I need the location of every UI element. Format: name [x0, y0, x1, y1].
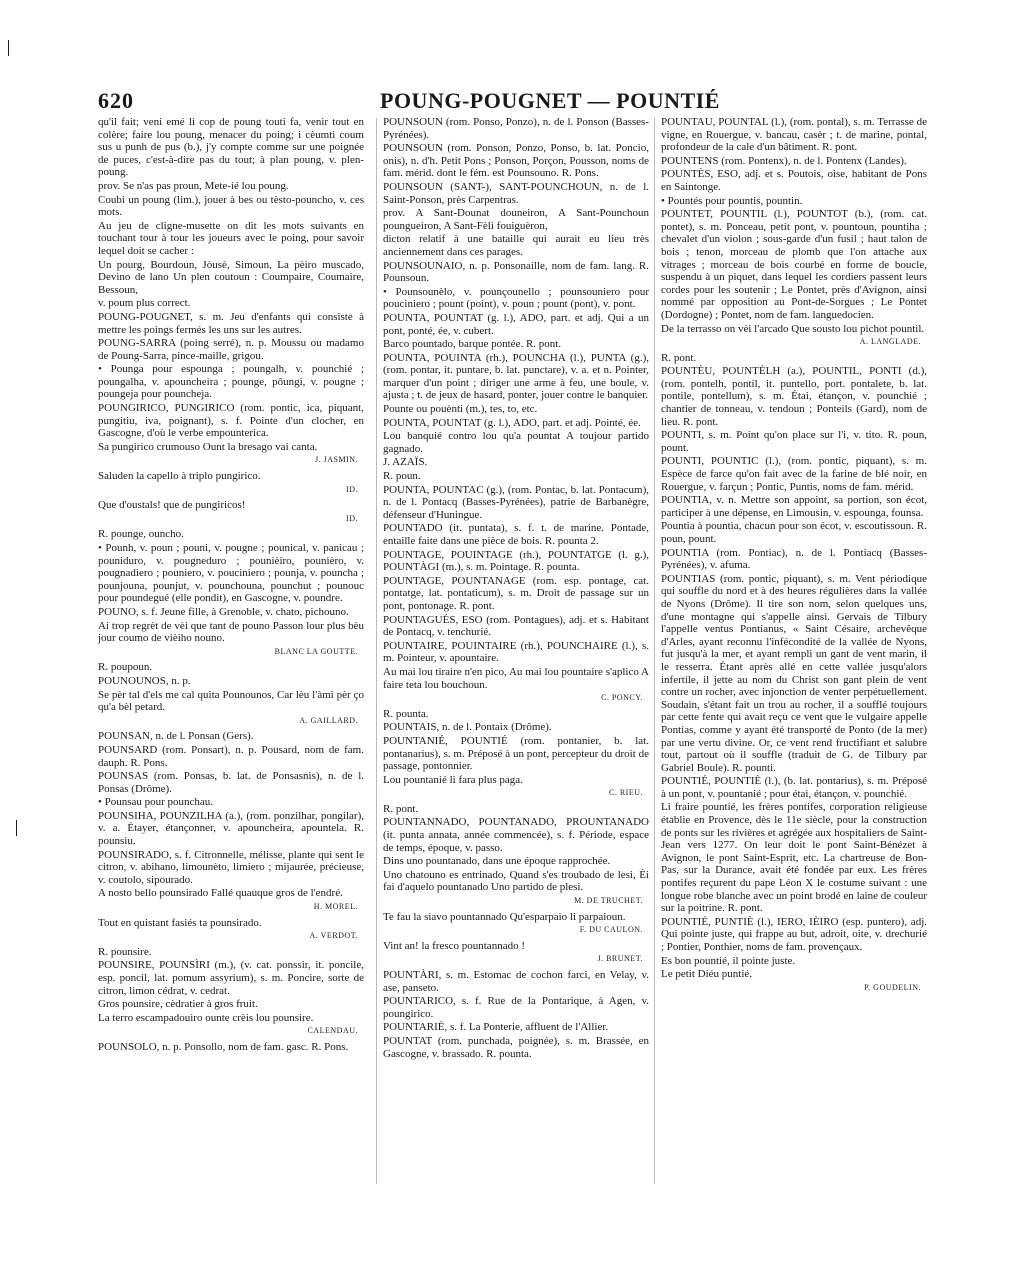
entry-paragraph: Vint an! la fresco pountannado !	[383, 939, 525, 952]
entry-paragraph: POUNTA, POUINTA (rh.), POUNCHA (l.), PUNTA (g.), (rom. pontar, it. puntare, b. lat. punctare), v. a. et n. Pointer, marquer d'un point ; diriger une arme à feu, une boule, v. ajusta ; t. de jeux de hasard, ponter, jouer contre le banquier.	[383, 351, 649, 402]
entry-paragraph: Gros pounsire, cèdratier à gros fruit.	[98, 998, 258, 1011]
entry-paragraph: POUNSOUN (rom. Ponso, Ponzo), n. de l. Ponson (Basses-Pyrénées).	[383, 116, 649, 141]
entry-paragraph: POUNTAGE, POUNTANAGE (rom. esp. pontage, cat. pontatge, lat. pontaticum), s. m. Droit de passage sur un pont, pontonage. R. pont.	[383, 574, 649, 612]
entry-paragraph: POUNSIRE, POUNSÌRI (m.), (v. cat. ponssir, it. poncile, esp. poncil, lat. pomum assyrium), s. m. Poncire, sorte de citron, limon cédrat, v. cedrat.	[98, 959, 364, 997]
entry-paragraph: CALENDAU.	[307, 1026, 358, 1036]
entry-paragraph: POUNOUNOS, n. p.	[98, 674, 191, 687]
entry-paragraph: POUNO, s. f. Jeune fille, à Grenoble, v. chato, pichouno.	[98, 605, 349, 618]
entry-paragraph: Es bon pountié, il pointe juste.	[661, 954, 796, 967]
entry-paragraph: Ai trop regrèt de vèi que tant de pouno Passon lour plus bèu jour coumo de vièiho nouno.	[98, 619, 364, 645]
entry-paragraph: POUNSOLO, n. p. Ponsollo, nom de fam. gasc. R. Pons.	[98, 1040, 349, 1053]
entry-paragraph: C. RIEU.	[609, 788, 643, 798]
entry-paragraph: POUNTÈS, ESO, adj. et s. Poutois, oise, habitant de Pons en Saintonge.	[661, 168, 927, 193]
entry-paragraph: M. DE TRUCHET.	[574, 896, 643, 906]
entry-paragraph: • Pounga pour espounga ; poungalh, v. pounchié ; poungalha, v. apouncheira ; pounge, pôungi, v. pougne ; poungeja pour pouncheja.	[98, 363, 364, 401]
entry-paragraph: POUNTAGUÉS, ESO (rom. Pontagues), adj. et s. Habitant de Pontacq, v. tenchurié.	[383, 613, 649, 639]
entry-paragraph: R. pont.	[383, 802, 419, 815]
page-header	[98, 88, 898, 118]
entry-paragraph: POUNTA, POUNTAC (g.), (rom. Pontac, b. lat. Pontacum), n. de l. Pontacq (Basses-Pyrénées), patrie de Barbanègre, défenseur d'Huningue.	[383, 483, 649, 521]
entry-paragraph: • Pounsounèlo, v. pounçounello ; pounsouniero pour pouciniero ; pount (point), v. poun ; pount (pont), v. pont.	[383, 285, 649, 311]
entry-paragraph: POUNTI, POUNTIC (l.), (rom. pontic, piquant), s. m. Espèce de farce qu'on fait avec de la farine de blé noir, en Rouergue, v. farçun ; Pontic, Puntis, noms de fam. mérid.	[661, 455, 927, 493]
entry-paragraph: Coubi un poung (lim.), jouer à bes ou tèsto-pouncho, v. ces mots.	[98, 193, 364, 219]
entry-paragraph: H. MOREL.	[313, 902, 358, 912]
entry-paragraph: POUNTAT (rom. punchada, poignée), s. m. Brassée, en Gascogne, v. brassado. R. pounta.	[383, 1034, 649, 1060]
entry-paragraph: POUNTA, POUNTAT (g. l.), ADO, part. et adj. Pointé, ée.	[383, 416, 641, 429]
scan-edge-mark	[8, 40, 9, 56]
entry-paragraph: POUNTIA (rom. Pontiac), n. de l. Pontiacq (Basses-Pyrénées), v. afuma.	[661, 546, 927, 572]
entry-paragraph: A nosto bello pounsirado Fallé quauque gros de l'endré.	[98, 887, 343, 900]
entry-paragraph: Li fraire pountié, les frères pontifes, corporation religieuse établie en Provence, dès le 11e siècle, pour la construction de ponts sur les rivières et agrégée aux hospitaliers de Saint-Jean vers 1277. On leur doit le pont Saint-Bénézet à Avignon, le pont Saint-Esprit, etc. La chartreuse de Bon-Pas, sur la Durance, avait été fondée par eux. Les frères pontifes reçurent du pape Léon X le costume suivant : une longue robe blanche avec un point brodé en laine de couleur sur la poitrine. R. pont.	[661, 801, 927, 915]
entry-paragraph: De la terrasso on vèi l'arcado Que sousto lou pichot pountil.	[661, 322, 925, 335]
entry-paragraph: • Pountés pour pountis, pountin.	[661, 194, 803, 207]
page-number: 620	[98, 88, 134, 113]
entry-paragraph: J. BRUNET.	[597, 954, 643, 964]
entry-paragraph: POUNTA, POUNTAT (g. l.), ADO, part. et adj. Qui a un pont, ponté, ée, v. cubert.	[383, 311, 649, 337]
entry-paragraph: prov. Se n'as pas proun, Mete-ié lou poung.	[98, 179, 289, 192]
entry-paragraph: J. JASMIN.	[314, 455, 358, 465]
entry-paragraph: Le petit Diéu puntié.	[661, 968, 753, 981]
entry-paragraph: • Pounsau pour pounchau.	[98, 796, 214, 809]
entry-paragraph: v. poum plus correct.	[98, 297, 191, 310]
entry-paragraph: A. GAILLARD.	[299, 715, 358, 725]
entry-paragraph: POUNTAGE, POUINTAGE (rh.), POUNTATGE (l. g.), POUNTÀGI (m.), s. m. Pointage. R. pounta.	[383, 548, 649, 574]
entry-paragraph: Un pourg, Bourdoun, Jòusè, Simoun, La pèiro muscado, Devino de lano Un plen coutoun : Coumpaire, Coumaire, Bessoun,	[98, 258, 364, 296]
entry-paragraph: POUNTÈU, POUNTÈLH (a.), POUNTIL, PONTI (d.), (rom. pontelh, pontil, it. puntello, port. pontalete, b. lat. pontile, pontellum), s. m. Étai, étançon, v. pounchié ; chantier de tonneau, v. tendoun ; Ponteils (Gard), nom de lieu. R. pont.	[661, 365, 927, 428]
entry-paragraph: Tout en quistant fasiés ta pounsirado.	[98, 916, 262, 929]
entry-paragraph: Pountia à pountia, chacun pour son écot, v. escoutissoun. R. poun, pount.	[661, 520, 927, 545]
entry-paragraph: POUNSARD (rom. Ponsart), n. p. Pousard, nom de fam. dauph. R. Pons.	[98, 743, 364, 769]
entry-paragraph: Lou pountanié li fara plus paga.	[383, 773, 523, 786]
entry-paragraph: POUNSIRADO, s. f. Citronnelle, mélisse, plante qui sent le citron, v. abihano, limounèto, limiero ; mijaurée, précieuse, v. coutolo, sipourado.	[98, 848, 364, 886]
column-left	[98, 116, 364, 1055]
entry-paragraph: POUNTANIÉ, POUNTIÉ (rom. pontanier, b. lat. pontanarius), s. m. Préposé à un pont, percepteur du droit de passage, pontonnier.	[383, 734, 649, 773]
scan-edge-mark	[16, 820, 17, 836]
entry-paragraph: C. PONCY.	[601, 693, 643, 703]
entry-paragraph: POUNTET, POUNTIL (l.), POUNTOT (b.), (rom. cat. pontet), s. m. Ponceau, petit pont, v. pountoun, pountiha ; chevalet d'un violon ; sous-garde d'un fusil ; haut talon de bois ; tenon, morceau de plomb que l'on attache aux vitrages ; morceau de bois courbé en forme de boucle, suspendu à un piquet, dans lequel les cordiers passent leurs cordes pour les soutenir ; Le Pontet, près d'Avignon, ainsi nommé par opposition au Pont-de-Sorgues ; Le Pontet (Dordogne) ; Pontet, nom de fam. languedocien.	[661, 208, 927, 321]
running-head: POUNG-POUGNET — POUNTIÉ	[380, 88, 720, 113]
entry-paragraph: R. pont.	[661, 351, 697, 364]
entry-paragraph: qu'il fait; veni emé li cop de poung touti fa, venir tout en colère; faire lou poung, menacer du poing; i cèumti coum sus u punh de pus (b.), j'y compte comme sur une poignée de puces, c'est-à-dire pas du tout; à plan poung, v. plen-poung.	[98, 116, 364, 179]
entry-paragraph: R. pounsire.	[98, 945, 152, 958]
entry-paragraph: R. poun.	[383, 470, 421, 483]
entry-paragraph: ID.	[346, 484, 358, 494]
entry-paragraph: POUNTADO (it. puntata), s. f. t. de marine. Pontade, entaille faite dans une pièce de bois. R. pounta 2.	[383, 522, 649, 547]
entry-paragraph: POUNTARIÉ, s. f. La Ponterie, affluent de l'Allier.	[383, 1021, 609, 1034]
entry-paragraph: Au mai lou tiraire n'en pico, Au mai lou pountaire s'aplico A faire teta lou bouchoun.	[383, 665, 649, 691]
entry-paragraph: POUNTAIRE, POUINTAIRE (rh.), POUNCHAIRE (l.), s. m. Pointeur, v. apountaire.	[383, 639, 649, 665]
entry-paragraph: POUNTARICO, s. f. Rue de la Pontarique, à Agen, v. poungirico.	[383, 995, 649, 1020]
entry-paragraph: • Pounh, v. poun ; pouni, v. pougne ; pounical, v. panicau ; pouniduro, v. pougneduro ; pounièiro, pounièro, v. pougnadiero ; pouniero, v. pouciniero ; pounja, v. pouncha ; pounjouna, pounjut, v. pounchouna, pounchut ; pounouc pour poundegué (elle pondit), en Gascogne, v. poundre.	[98, 542, 364, 605]
entry-paragraph: Sa pungirico crumouso Ount la bresago vai canta.	[98, 440, 318, 453]
entry-paragraph: POUNTENS (rom. Pontenx), n. de l. Pontenx (Landes).	[661, 154, 907, 167]
entry-paragraph: R. pounge, ouncho.	[98, 528, 184, 541]
entry-paragraph: POUNSIHA, POUNZILHA (a.), (rom. ponzilhar, pongilar), v. a. Étayer, étançonner, v. apouncheira, apountela. R. pounsiu.	[98, 809, 364, 848]
entry-paragraph: POUNTI, s. m. Point qu'on place sur l'i, v. tito. R. poun, pount.	[661, 429, 927, 454]
column-divider	[654, 118, 655, 1184]
entry-paragraph: POUNTÀRI, s. m. Estomac de cochon farci, en Velay, v. ase, panseto.	[383, 969, 649, 994]
entry-paragraph: Barco pountado, barque pontée. R. pont.	[383, 338, 562, 351]
entry-paragraph: prov. A Sant-Dounat douneiron, A Sant-Pounchoun poungueiron, A Sant-Fèli fouiguèron,	[383, 207, 649, 232]
entry-paragraph: Te fau la siavo pountannado Qu'esparpaio li parpaioun.	[383, 910, 626, 923]
entry-paragraph: J. AZAÏS.	[383, 456, 428, 469]
entry-paragraph: Saluden la capello à triplo pungirico.	[98, 470, 261, 483]
entry-paragraph: POUNSAS (rom. Ponsas, b. lat. de Ponsasnis), n. de l. Ponsas (Drôme).	[98, 770, 364, 795]
entry-paragraph: Que d'oustals! que de pungiricos!	[98, 499, 246, 512]
entry-paragraph: La terro escampadouiro ounte crèis lou pounsire.	[98, 1011, 314, 1024]
entry-paragraph: Pounte ou pouènti (m.), tes, to, etc.	[383, 403, 538, 416]
entry-paragraph: POUNSOUN (SANT-), SANT-POUNCHOUN, n. de l. Saint-Ponson, près Carpentras.	[383, 180, 649, 206]
entry-paragraph: dicton relatif à une bataille qui aurait eu lieu très anciennement dans ces parages.	[383, 233, 649, 258]
entry-paragraph: POUNSOUNAIO, n. p. Ponsonaille, nom de fam. lang. R. Pounsoun.	[383, 259, 649, 285]
entry-paragraph: R. poupoun.	[98, 661, 153, 674]
entry-paragraph: POUNTIÉ, POUNTIÈ (l.), (b. lat. pontarius), s. m. Préposé à un pont, v. pountanié ; pour étai, étançon, v. pounchié.	[661, 775, 927, 800]
entry-paragraph: POUNG-SARRA (poing serré), n. p. Moussu ou madamo de Poung-Sarra, pince-maille, grigou.	[98, 337, 364, 362]
entry-paragraph: R. pounta.	[383, 707, 429, 720]
entry-paragraph: POUNTIAS (rom. pontic, piquant), s. m. Vent périodique qui souffle du nord et à des heures régulières dans la vallée de Nyons (Drôme). Il tire son nom, selon quelques uns, d'une montagne qui s'appelle ainsi. Gervais de Tilbury l'appelle ventus Pontianus, « Saint Césaire, archevêque d'Arles, ayant reconnu l'infécondité de la vallée de Nyons, fut jusqu'à la mer, et ayant rempli un gant de vent marin, il le resserra. Étant après allé en cette vallée jusqu'alors infertile, il jette au nom du Christ son gant plein de vent contre un rocher, avec injonction de venter perpétuellement. Soudain, s'étant fait un trou au rocher, il a soufflé toujours par cette fente qui avait reçu ce vent que le vulgaire appelle Pontias, comme y ayant été transporté de Ponto (de la mer) par une vertu divine. Or, ce vent rend fructifiant et salubre tout, partout où il souffle (traduit de G. de Tilbury par Gabriel Boule). R. pounti.	[661, 572, 927, 774]
entry-paragraph: POUNTAU, POUNTAL (l.), (rom. pontal), s. m. Terrasse de vigne, en Rouergue, v. bancau, casèr ; t. de marine, pontal, profondeur de la cale d'un bâtiment. R. pont.	[661, 116, 927, 154]
entry-paragraph: ID.	[346, 513, 358, 523]
entry-paragraph: BLANC LA GOUTTE.	[274, 646, 358, 656]
entry-paragraph: POUNSOUN (rom. Ponson, Ponzo, Ponso, b. lat. Poncio, onis), n. d'h. Petit Pons ; Ponson, Porçon, Pousson, noms de fam. mérid. dont le fém. est Pounsouno. R. Pons.	[383, 142, 649, 180]
entry-paragraph: Au jeu de cligne-musette on dit les mots suivants en touchant tour à tour les joueurs avec le poing, pour savoir lequel doit se cacher :	[98, 219, 364, 257]
entry-paragraph: P. GOUDELIN.	[864, 982, 921, 992]
entry-paragraph: Dins uno pountanado, dans une époque rapprochée.	[383, 855, 611, 868]
entry-paragraph: POUNTIA, v. n. Mettre son appoint, sa portion, son écot, participer à une dépense, en Limousin, v. espounga, founsa.	[661, 494, 927, 519]
entry-paragraph: POUNTAIS, n. de l. Pontaix (Drôme).	[383, 721, 552, 734]
entry-paragraph: A. LANGLADE.	[859, 337, 921, 347]
entry-paragraph: Uno chatouno es entrinado, Quand s'es troubado de lesi, Èi fai d'aquelo pountanado Uno partido de plesi.	[383, 868, 649, 894]
entry-paragraph: POUNTIÉ, PUNTIÈ (l.), IERO, IÈIRO (esp. puntero), adj. Qui pointe juste, qui frappe au but, adroit, oite, v. drechurié ; Pontier, Ponthier, noms de fam. provençaux.	[661, 915, 927, 953]
entry-paragraph: POUNTANNADO, POUNTANADO, PROUNTANADO (it. punta annata, année commencée), s. f. Période, espace de temps, époque, v. passo.	[383, 816, 649, 854]
entry-paragraph: Se pèr tal d'els me cal quita Pounounos, Car lèu l'àmi pèr ço qu'a bèl petard.	[98, 688, 364, 714]
entry-paragraph: POUNG-POUGNET, s. m. Jeu d'enfants qui consiste à mettre les poings fermés les uns sur les autres.	[98, 310, 364, 336]
column-divider	[376, 118, 377, 1184]
entry-paragraph: A. VERDOT.	[309, 931, 358, 941]
entry-paragraph: F. DU CAULON.	[579, 925, 643, 935]
column-right	[661, 116, 927, 997]
column-middle	[383, 116, 649, 1061]
entry-paragraph: POUNSAN, n. de l. Ponsan (Gers).	[98, 730, 254, 743]
entry-paragraph: Lou banquié contro lou qu'a pountat A toujour partido gagnado.	[383, 430, 649, 455]
entry-paragraph: POUNGIRICO, PUNGIRICO (rom. pontic, ica, piquant, pungitiu, iva, poignant), s. f. Pointe d'un clocher, en Gascogne, d'où le verbe empounterica.	[98, 402, 364, 440]
